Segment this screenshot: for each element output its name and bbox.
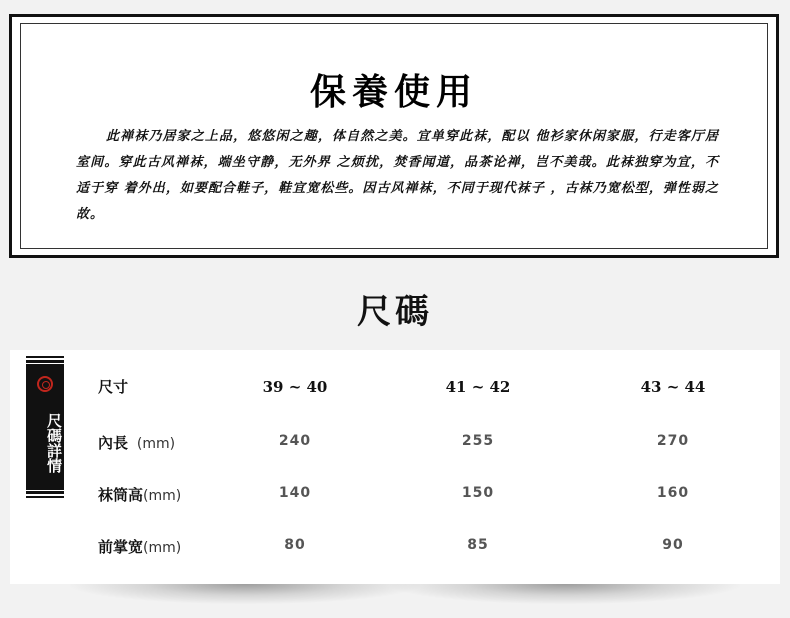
- header-col-1: 39 ~ 40: [262, 378, 328, 396]
- header-label-size: 尺寸: [98, 378, 129, 396]
- care-description: 此禅袜乃居家之上品，悠悠闲之趣，体自然之美。宜单穿此袜，配以 他衫家休闲家服，行走客厅居室间。穿此古风禅袜，端坐守静，无外界 之烦扰，焚香闻道，品茶论禅，岂不美哉。此袜独穿为宜，不适于穿 着外出，如要配合鞋子，鞋宜宽松些。因古风禅袜，不同于现代袜子 ，古袜乃宽松型，弹性弱之故。: [76, 129, 719, 222]
- table-cell: 140: [278, 485, 312, 501]
- row-label-leg-height: 袜筒高(mm): [98, 486, 182, 504]
- panel-shadow-right: [390, 584, 740, 604]
- banner-label: 尺碼詳情: [45, 413, 63, 473]
- size-table-panel: [10, 350, 780, 584]
- size-section-title: 尺碼: [357, 292, 433, 332]
- size-detail-banner: [26, 356, 64, 498]
- panel-shadow-left: [70, 584, 420, 604]
- table-cell: 255: [461, 433, 495, 449]
- table-cell: 240: [278, 433, 312, 449]
- care-inner-frame: [20, 23, 768, 249]
- table-cell: 270: [656, 433, 690, 449]
- table-cell: 90: [662, 537, 684, 553]
- row-label-inner-length: 內長 (mm): [98, 434, 176, 452]
- table-cell: 80: [284, 537, 306, 553]
- header-col-2: 41 ~ 42: [445, 378, 511, 396]
- table-cell: 85: [467, 537, 489, 553]
- red-seal-icon: [37, 376, 53, 392]
- care-title: 保養使用: [309, 71, 478, 113]
- care-instructions-box: [9, 14, 779, 258]
- table-cell: 160: [656, 485, 690, 501]
- header-col-3: 43 ~ 44: [640, 378, 706, 396]
- row-label-forefoot-width: 前掌宽(mm): [98, 538, 182, 556]
- table-cell: 150: [461, 485, 495, 501]
